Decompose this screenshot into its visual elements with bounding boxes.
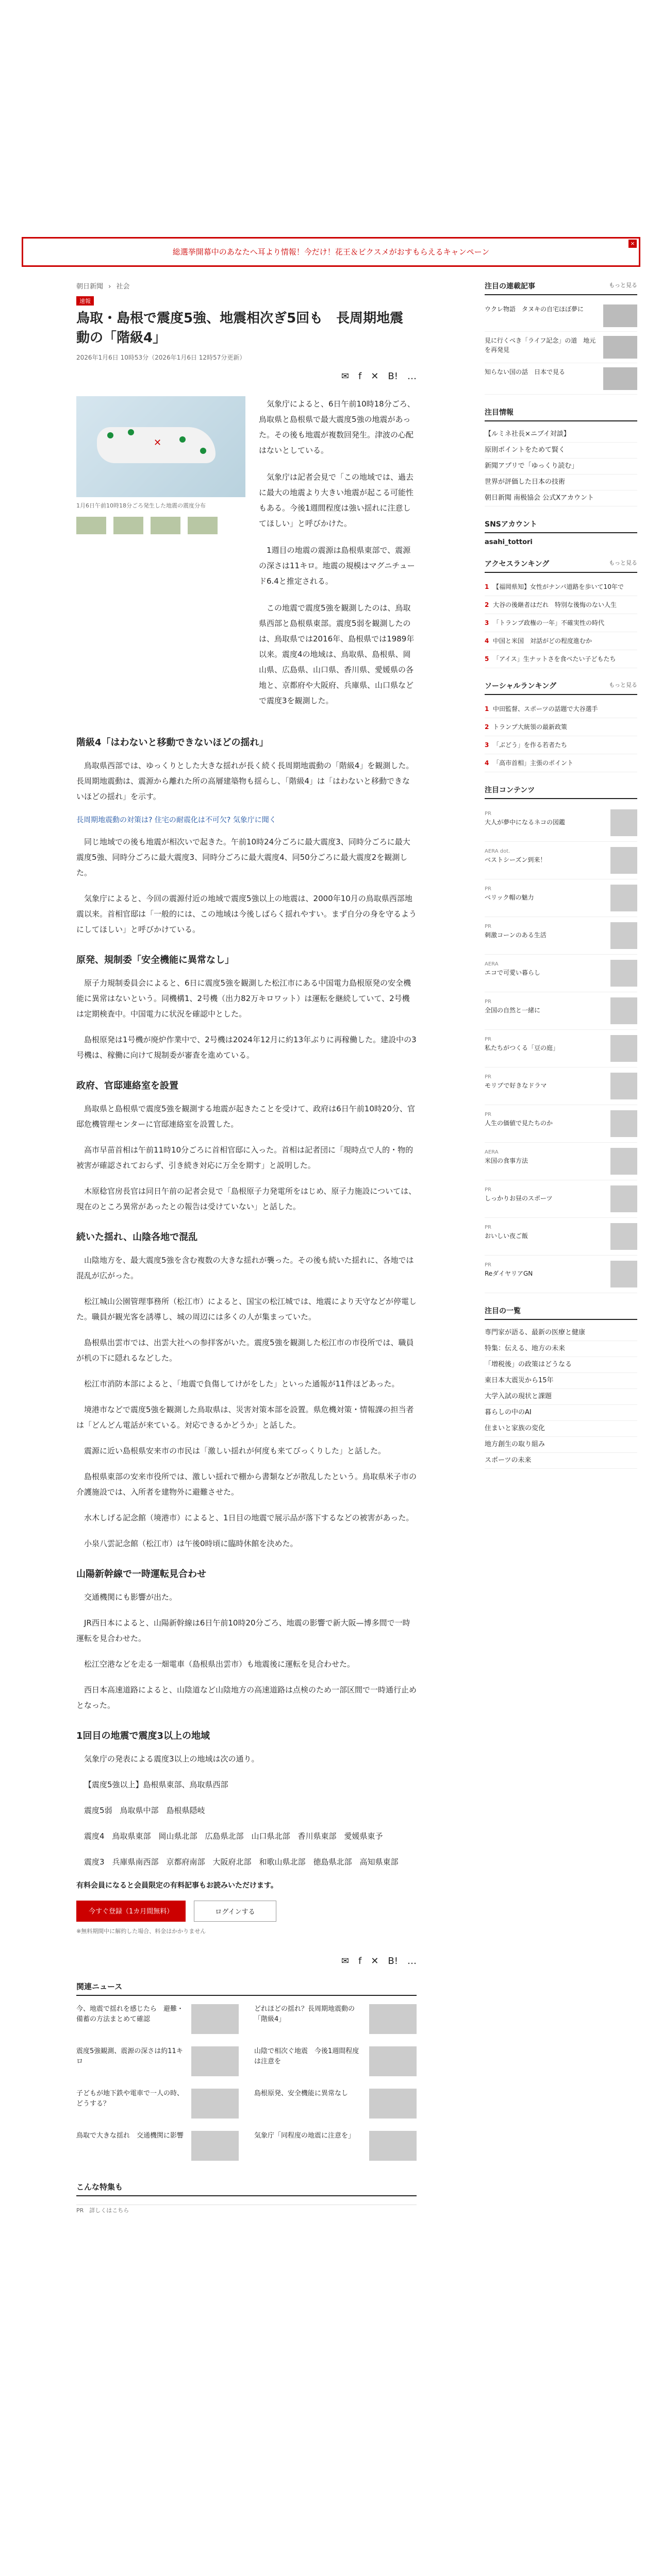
topic-link[interactable]: 地方創生の取り組み (485, 1437, 637, 1453)
paragraph: 小泉八雲記念館（松江市）は午後0時頃に臨時休館を決めた。 (84, 1539, 298, 1548)
topic-link[interactable]: 東日本大震災から15年 (485, 1373, 637, 1389)
side-link[interactable]: 新聞アプリで「ゆっくり読む」 (485, 459, 637, 474)
campaign-banner[interactable] (22, 237, 640, 267)
article-title: 鳥取・島根で震度5強、地震相次ぎ5回も 長周期地震動の「階級4」 (76, 311, 404, 346)
topic-link[interactable]: 特集：伝える、地方の未来 (485, 1341, 637, 1357)
rank-number: 2 (485, 601, 489, 608)
rank-number: 3 (485, 619, 489, 626)
content-item[interactable] (485, 1030, 637, 1067)
attention-thumb (603, 336, 637, 359)
image-caption: 1月6日午前10時18分ごろ発生した地震の震度分布 (76, 502, 206, 509)
social-ranking-box (485, 681, 637, 772)
attention-item[interactable] (485, 300, 637, 332)
attention-box (485, 281, 637, 395)
thumbnail[interactable] (151, 517, 180, 534)
ranking-item-text: 【福岡県知】女性がナンパ道路を歩いて10年で (493, 583, 624, 590)
side-link[interactable]: 【ルミネ社長×ニブイ対談】 (485, 427, 637, 443)
quake-list-item: 【震度5強以上】島根県東部、鳥取県西部 (84, 1780, 228, 1789)
paragraph: 鳥取県西部では、ゆっくりとした大きな揺れが長く続く長周期地震動の「階級4」を観測した。長周期地震動は、震源から離れた所の高層建築物も揺らし、「階級4」は「はわないと移動できないほどの揺れ」を示す。 (76, 761, 414, 801)
content-thumb (610, 1035, 637, 1062)
paragraph: 松江城山公園管理事務所（松江市）によると、国宝の松江城では、地震により天守などが停電した。職員が観光客を誘導し、城の周辺には多くの人が集まっていた。 (76, 1297, 417, 1321)
content-text: モリブで好きなドラマ (485, 1082, 547, 1089)
sns-head (485, 519, 637, 533)
lead-paragraph: 1週目の地震の震源は島根県東部で、震源の深さは11キロ。地震の規模はマグニチュード6.4と推定される。 (259, 546, 415, 586)
related-item-text: 子どもが地下鉄や電車で一人の時、どうする？ (76, 2090, 184, 2108)
lead-row (76, 396, 417, 720)
content-text: しっかりお昼のスポーツ (485, 1195, 553, 1202)
ad-label: PR 詳しくはこちら (76, 2207, 129, 2214)
rank-number: 4 (485, 759, 489, 767)
related-item-text: 震度5強観測、震源の深さは約11キロ (76, 2047, 183, 2065)
related-title: 関連ニュース (76, 1981, 417, 1996)
content-text: おいしい夜ご飯 (485, 1232, 528, 1240)
access-title: アクセスランキング (485, 560, 550, 568)
content-thumb (610, 1223, 637, 1250)
paragraph: 気象庁によると、今回の震源付近の地域で震度5強以上の地震は、2000年10月の鳥取県西部地震以来。首相官邸は「一般的には、この地域は今後しばらく揺れやすい。まず自分の身を守るようにしてほしい」と呼びかけている。 (76, 894, 417, 934)
topic-title: 注目の一覧 (485, 1307, 521, 1315)
login-button[interactable]: ログインする (194, 1901, 276, 1922)
related-item-text: どれほどの揺れ？長周期地震動の「階級4」 (254, 2005, 355, 2023)
content-source: PR (485, 1037, 491, 1042)
ranking-item-text: トランプ大統領の最新政策 (493, 723, 568, 731)
sidebar (485, 281, 637, 1481)
content-item[interactable] (485, 804, 637, 842)
topic-link[interactable]: 住まいと家族の変化 (485, 1421, 637, 1437)
content-source: PR (485, 1074, 491, 1080)
related-item[interactable] (254, 2131, 417, 2161)
content-text: 人生の価値で見たちのか (485, 1120, 553, 1127)
quake-list-item: 気象庁の発表による震度3以上の地域は次の通り。 (84, 1754, 259, 1764)
content-text: エコで可愛い暮らし (485, 969, 541, 976)
content-source: PR (485, 886, 491, 892)
content-text: 全国の自然と一緒に (485, 1007, 541, 1014)
mail-icon[interactable]: ✉ (341, 1956, 349, 1967)
header-blank (0, 0, 662, 222)
related-thumb (369, 2089, 417, 2119)
content-source: PR (485, 1225, 491, 1230)
side-link[interactable]: 原則ポイントをためて賢く (485, 443, 637, 459)
subhead: 1回目の地震で震度3以上の地域 (76, 1731, 210, 1741)
attention-item-text: 知らない国の話 日本で見る (485, 368, 566, 376)
facebook-icon[interactable]: f (358, 371, 362, 382)
attention-head (485, 281, 637, 295)
ranking-item[interactable] (485, 736, 637, 754)
subhead: 政府、官邸連絡室を設置 (76, 1080, 178, 1091)
attention-item-text: 見に行くべき「ライフ記念」の道 地元を再発見 (485, 337, 596, 353)
links-head (485, 407, 637, 421)
hatena-icon[interactable]: B! (388, 371, 398, 382)
quake-map-image[interactable] (76, 396, 245, 497)
lead-figure (76, 396, 245, 720)
content-thumb (610, 997, 637, 1024)
rank-number: 5 (485, 655, 489, 663)
thumbnail[interactable] (76, 517, 106, 534)
content-item[interactable] (485, 879, 637, 917)
related-item-text: 今、地震で揺れを感じたら 避難・備蓄の方法まとめて確認 (76, 2005, 184, 2023)
ranking-item-text: 中国と米国 対話がどの程度進むか (493, 637, 592, 645)
social-head (485, 681, 637, 695)
content-thumb (610, 885, 637, 911)
related-item[interactable] (254, 2046, 417, 2076)
content-source: AERA (485, 961, 499, 967)
ranking-item-text: 「ぶどう」を作る若者たち (493, 741, 568, 749)
related-thumb (191, 2004, 239, 2034)
ranking-item-text: 「アイス」生ナットさを食べたい子どもたち (493, 655, 616, 663)
paragraph: 島根県東部の安来市役所では、激しい揺れで棚から書類などが散乱したという。鳥取県米子市の介護施設では、入所者を建物外に避難させた。 (76, 1472, 417, 1497)
access-ranking-box (485, 558, 637, 668)
paragraph: 松江市消防本部によると、「地震で負傷してけがをした」といった通報が11件ほどあった。 (84, 1379, 400, 1388)
content-text: ReダイヤリアGN (485, 1270, 533, 1277)
subhead: 山陽新幹線で一時運転見合わせ (76, 1569, 206, 1580)
content-source: AERA dot. (485, 849, 510, 854)
content-item[interactable] (485, 917, 637, 955)
article-date: 2026年1月6日 10時53分（2026年1月6日 12時57分更新） (76, 354, 246, 361)
recommend-title: こんな特集も (76, 2181, 417, 2196)
related-item[interactable] (76, 2046, 239, 2076)
rank-number: 1 (485, 583, 489, 590)
related-item[interactable] (254, 2004, 417, 2034)
content-thumb (610, 1148, 637, 1175)
subhead: 階級4「はわないと移動できないほどの揺れ」 (76, 737, 269, 748)
content-thumb (610, 1261, 637, 1287)
paywall-buttons (76, 1901, 417, 1922)
quake-list-item: 震度5弱 鳥取県中部 島根県隠岐 (84, 1806, 205, 1815)
attention-thumb (603, 304, 637, 327)
related-thumb (191, 2046, 239, 2076)
paragraph: 山陰地方を、最大震度5強を含む複数の大きな揺れが襲った。その後も続いた揺れに、各地では混乱が広がった。 (76, 1256, 414, 1280)
ranking-item[interactable] (485, 718, 637, 736)
rank-number: 2 (485, 723, 489, 731)
content-text: 私たちがつくる「豆の庭」 (485, 1044, 559, 1052)
map-marker (107, 432, 113, 438)
subhead: 原発、規制委「安全機能に異常なし」 (76, 955, 234, 965)
paragraph: 鳥取県と島根県で震度5強を観測する地震が起きたことを受けて、政府は6日午前10時20分、官邸危機管理センターに官邸連絡室を設置した。 (76, 1104, 415, 1129)
ranking-item-text: 中田監督、スポーツの話題で大谷選手 (493, 705, 598, 713)
subscribe-button[interactable]: 今すぐ登録（1カ月間無料） (76, 1901, 186, 1922)
lead-text (259, 396, 417, 720)
related-thumb (369, 2004, 417, 2034)
lead-paragraph: 気象庁によると、6日午前10時18分ごろ、鳥取県と島根県で最大震度5強の地震があった。その後も地震が複数回発生。津波の心配はないとしている。 (259, 399, 415, 455)
content-text: ベストシーズン到来！ (485, 856, 547, 863)
side-link[interactable]: 世界が評価した日本の技術 (485, 474, 637, 490)
paragraph: 水木しげる記念館（境港市）によると、1日目の地震で展示品が落下するなどの被害があった。 (84, 1513, 414, 1522)
paragraph: JR西日本によると、山陽新幹線は6日午前10時20分ごろ、地震の影響で新大阪—博多間で一時運転を見合わせた。 (76, 1618, 410, 1643)
related-news-grid (76, 2004, 417, 2161)
epicenter-icon: ✕ (154, 437, 162, 448)
content-text: 刺激コーンのある生活 (485, 931, 547, 939)
content-text: 大人が夢中になるネコの図鑑 (485, 819, 566, 826)
paragraph: 境港市などで震度5強を観測した鳥取県は、災害対策本部を設置。県危機対策・情報課の担当者は「どんどん電話が来ている。対応できるかどうか」と話した。 (76, 1405, 414, 1430)
paragraph: 木原稔官房長官は同日午前の記者会見で「島根原子力発電所をはじめ、原子力施設については、現在のところ異常があったとの報告は受けていない」と話した。 (76, 1187, 417, 1211)
paragraph: 西日本高速道路によると、山陰道など山陰地方の高速道路は点検のため一部区間で一時通行止めとなった。 (76, 1685, 417, 1710)
sns-account[interactable]: asahi_tottori (485, 538, 533, 546)
paragraph: 松江空港などを走る一畑電車（島根県出雲市）も地震後に運転を見合わせた。 (84, 1659, 355, 1669)
content-source: PR (485, 1187, 491, 1193)
content-thumb (610, 1185, 637, 1212)
sns-title: SNSアカウント (485, 520, 537, 529)
related-thumb (191, 2089, 239, 2119)
attention-item[interactable] (485, 363, 637, 395)
paywall-text: 有料会員になると会員限定の有料記事もお読みいただけます。 (76, 1882, 278, 1890)
content-item[interactable] (485, 1143, 637, 1180)
quake-list-item: 震度4 鳥取県東部 岡山県北部 広島県北部 山口県北部 香川県東部 愛媛県東予 (84, 1832, 383, 1841)
rank-number: 1 (485, 705, 489, 713)
related-item[interactable] (76, 2004, 239, 2034)
content-item[interactable] (485, 1256, 637, 1293)
breadcrumb (76, 281, 417, 291)
thumbnail[interactable] (188, 517, 218, 534)
quake-list-item: 震度3 兵庫県南西部 京都府南部 大阪府北部 和歌山県北部 徳島県北部 高知県東部 (84, 1857, 399, 1867)
related-thumb (369, 2046, 417, 2076)
content-text: 米国の食事方法 (485, 1157, 528, 1164)
ranking-item-text: 「トランプ政権の一年」不確実性の時代 (493, 619, 605, 626)
topic-link[interactable]: 「増税後」の政策はどうなる (485, 1357, 637, 1373)
related-item-text: 山陰で相次ぐ地震 今後1週間程度は注意を (254, 2047, 359, 2065)
social-title: ソーシャルランキング (485, 682, 557, 690)
related-item-text: 島根原発、安全機能に異常なし (254, 2090, 349, 2097)
sns-box (485, 519, 637, 546)
attention-item-text: ウクレ物語 タヌキの自宅ほぼ夢に (485, 306, 584, 313)
content-head (485, 785, 637, 799)
more-icon[interactable]: … (407, 371, 417, 382)
thumbnail[interactable] (113, 517, 143, 534)
content-thumb (610, 960, 637, 987)
content-source: PR (485, 1112, 491, 1117)
share-bar-bottom (76, 1956, 417, 1967)
content-text: ベリック帽の魅力 (485, 894, 534, 901)
content-title: 注目コンテンツ (485, 786, 535, 794)
paragraph: 原子力規制委員会によると、6日に震度5強を観測した松江市にある中国電力島根原発の安全機能に異常はないという。同機構1、2号機（出力82万キロワット）は運転を継続していて、2号機は定期検査中。中国電力に状況を確認中とした。 (76, 978, 411, 1019)
paragraph: 島根原発は1号機が廃炉作業中で、2号機は2024年12月に約13年ぶりに再稼働した。建設中の3号機は、稼働に向けて規制委が審査を進めている。 (76, 1035, 417, 1060)
more-link[interactable]: もっと見る (609, 560, 637, 566)
paragraph: 高市早苗首相は午前11時10分ごろに首相官邸に入った。首相は記者団に「現時点で人的・物的被害が確認されておらず、引き続き対応に万全を期す」と説明した。 (76, 1145, 413, 1170)
content-thumb (610, 1110, 637, 1137)
content-thumb (610, 1073, 637, 1099)
content-item[interactable] (485, 955, 637, 992)
content-source: PR (485, 1262, 491, 1268)
x-icon[interactable]: ✕ (371, 1956, 379, 1967)
rank-number: 3 (485, 741, 489, 749)
map-marker (179, 436, 186, 443)
attention-item[interactable] (485, 332, 637, 363)
paragraph: 島根県出雲市では、出雲大社への参拝客がいた。震度5強を観測した松江市の市役所では、職員が机の下に隠れるなどした。 (76, 1338, 414, 1363)
links-title: 注目情報 (485, 409, 514, 417)
close-icon[interactable]: × (628, 240, 637, 248)
topic-link[interactable]: 暮らしの中のAI (485, 1405, 637, 1421)
share-bar (76, 371, 417, 382)
content-thumb (610, 809, 637, 836)
map-marker (128, 429, 134, 435)
content-thumb (610, 922, 637, 949)
related-thumb (191, 2131, 239, 2161)
subhead: 続いた揺れ、山陰各地で混乱 (76, 1232, 198, 1243)
topic-link[interactable]: スポーツの未来 (485, 1453, 637, 1469)
facebook-icon[interactable]: f (358, 1956, 362, 1967)
paragraph: 交通機関にも影響が出た。 (84, 1592, 177, 1602)
topic-box (485, 1306, 637, 1469)
ranking-item-text: 大谷の後継者はだれ 特別な後悔のない人生 (493, 601, 617, 608)
topic-link[interactable]: 大学入試の現状と課題 (485, 1389, 637, 1405)
links-box (485, 407, 637, 506)
attention-title: 注目の連載記事 (485, 282, 535, 291)
more-link[interactable]: もっと見る (609, 282, 637, 289)
more-icon[interactable]: … (407, 1956, 417, 1967)
breadcrumb-sep: › (108, 283, 111, 291)
ranking-item[interactable] (485, 650, 637, 668)
side-link[interactable]: 朝日新聞 南极協会 公式Xアカウント (485, 490, 637, 506)
content-box (485, 785, 637, 1293)
article-body (76, 735, 417, 1870)
content-item[interactable] (485, 1218, 637, 1256)
main-column (76, 281, 417, 2297)
content-item[interactable] (485, 842, 637, 879)
ranking-item[interactable] (485, 700, 637, 718)
inline-related-link[interactable]: 長周期地震動の対策は? 住宅の耐震化は不可欠? 気象庁に聞く (76, 816, 276, 824)
article-tag: 速報 (76, 296, 94, 306)
mail-icon[interactable]: ✉ (341, 371, 349, 382)
more-link[interactable]: もっと見る (609, 682, 637, 688)
related-item[interactable] (254, 2089, 417, 2119)
attention-thumb (603, 367, 637, 390)
content-item[interactable] (485, 1180, 637, 1218)
ranking-item-text: 「高市首相」主張のポイント (493, 759, 574, 767)
content-source: PR (485, 811, 491, 817)
hatena-icon[interactable]: B! (388, 1956, 398, 1967)
lead-paragraph: 気象庁は記者会見で「この地域では、過去に最大の地震より大きい地震が起こる可能性もある。今後1週間程度は強い揺れに注意してほしい」と呼びかけた。 (259, 472, 414, 528)
content-item[interactable] (485, 992, 637, 1030)
ranking-item[interactable] (485, 632, 637, 650)
content-source: PR (485, 924, 491, 929)
ranking-item[interactable] (485, 596, 637, 614)
related-item-text: 気象庁「同程度の地震に注意を」 (254, 2132, 355, 2140)
paragraph: 同じ地域での後も地震が相次いで起きた。午前10時24分ごろに最大震度3、同時分ごろに最大震度5強、同時分ごろに最大震度3、同時分ごろに最大震度4、同50分ごろに最大震度2を観測した。 (76, 837, 410, 877)
breadcrumb-item[interactable]: 社会 (116, 283, 130, 291)
ranking-item[interactable] (485, 614, 637, 632)
related-item-text: 鳥取で大きな揺れ 交通機関に影響 (76, 2132, 184, 2140)
map-marker (200, 448, 206, 454)
paywall-note: ※無料期間中に解約した場合、料金はかかりません (76, 1928, 206, 1935)
content-source: PR (485, 999, 491, 1005)
content-item[interactable] (485, 1105, 637, 1143)
campaign-text: 総選挙開幕中のあなたへ耳より情報！今だけ！花王＆ビクスメがおすもらえるキャンペーン (172, 247, 490, 257)
topic-head (485, 1306, 637, 1320)
related-item[interactable] (76, 2131, 239, 2161)
image-thumbnails (76, 517, 245, 534)
rank-number: 4 (485, 637, 489, 645)
paragraph: 震源に近い島根県安来市の市民は「激しい揺れが何度も来てびっくりした」と話した。 (84, 1446, 386, 1455)
content-item[interactable] (485, 1067, 637, 1105)
x-icon[interactable]: ✕ (371, 371, 379, 382)
ranking-item[interactable] (485, 578, 637, 596)
breadcrumb-item[interactable]: 朝日新聞 (76, 283, 104, 291)
ad-area[interactable] (76, 2205, 417, 2282)
related-item[interactable] (76, 2089, 239, 2119)
content-source: AERA (485, 1149, 499, 1155)
topic-link[interactable]: 専門家が語る、最新の医療と健康 (485, 1325, 637, 1341)
access-head (485, 558, 637, 573)
ranking-item[interactable] (485, 754, 637, 772)
related-thumb (369, 2131, 417, 2161)
lead-paragraph: この地震で震度5強を観測したのは、鳥取県西部と島根県東部。震度5弱を観測したのは、鳥取県では2016年、島根県では1989年以来。震度4の地域は、鳥取県、島根県、岡山県、広島県、山口県、香川県、愛媛県の各地と、京都府や大阪府、兵庫県、山口県などで震度3を観測した。 (259, 603, 415, 705)
content-thumb (610, 847, 637, 874)
